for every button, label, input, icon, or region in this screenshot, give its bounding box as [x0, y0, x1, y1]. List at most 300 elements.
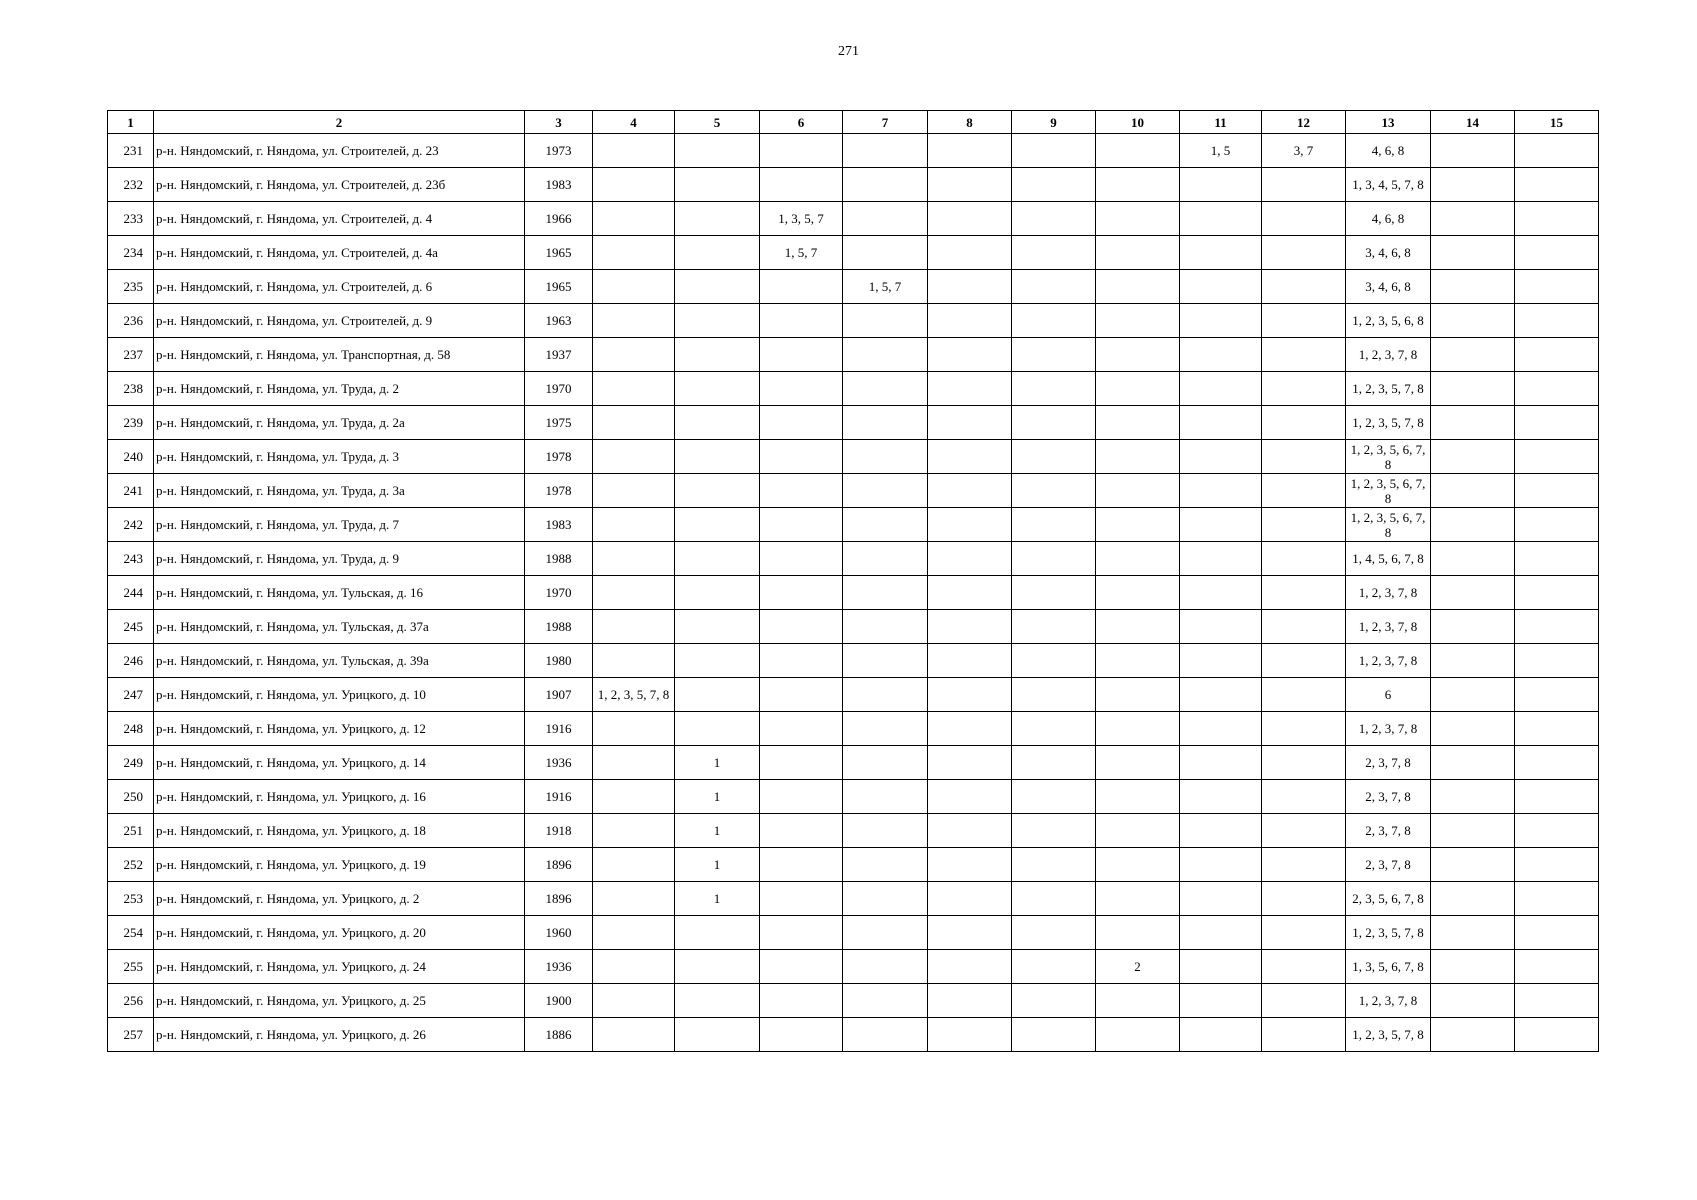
- column-14-cell: [1431, 712, 1515, 746]
- column-7-cell: [843, 338, 928, 372]
- column-15-cell: [1515, 644, 1599, 678]
- column-10-cell: 2: [1096, 950, 1180, 984]
- column-9-cell: [1012, 678, 1096, 712]
- year-cell: 1907: [525, 678, 593, 712]
- column-13-cell: 2, 3, 7, 8: [1346, 814, 1431, 848]
- year-cell: 1983: [525, 168, 593, 202]
- year-cell: 1886: [525, 1018, 593, 1052]
- address-cell: р-н. Няндомский, г. Няндома, ул. Урицкого, д. 24: [154, 950, 525, 984]
- year-cell: 1978: [525, 440, 593, 474]
- column-13-cell: 1, 2, 3, 5, 6, 7, 8: [1346, 474, 1431, 508]
- column-11-cell: [1180, 406, 1262, 440]
- year-cell: 1937: [525, 338, 593, 372]
- address-cell: р-н. Няндомский, г. Няндома, ул. Урицкого, д. 25: [154, 984, 525, 1018]
- column-14-cell: [1431, 678, 1515, 712]
- address-cell: р-н. Няндомский, г. Няндома, ул. Урицкого, д. 12: [154, 712, 525, 746]
- address-cell: р-н. Няндомский, г. Няндома, ул. Строителей, д. 6: [154, 270, 525, 304]
- column-7-cell: [843, 780, 928, 814]
- column-4-cell: [593, 916, 675, 950]
- column-12-cell: [1262, 780, 1346, 814]
- address-cell: р-н. Няндомский, г. Няндома, ул. Труда, д. 3а: [154, 474, 525, 508]
- column-9-cell: [1012, 304, 1096, 338]
- table-row: [108, 236, 1599, 270]
- column-9-cell: [1012, 780, 1096, 814]
- column-10-cell: [1096, 508, 1180, 542]
- address-cell: р-н. Няндомский, г. Няндома, ул. Урицкого, д. 19: [154, 848, 525, 882]
- column-5-cell: [675, 1018, 760, 1052]
- column-5-cell: 1: [675, 780, 760, 814]
- column-5-cell: [675, 678, 760, 712]
- column-header-13: 13: [1346, 111, 1431, 134]
- column-14-cell: [1431, 1018, 1515, 1052]
- column-6-cell: [760, 372, 843, 406]
- column-12-cell: [1262, 712, 1346, 746]
- column-7-cell: [843, 712, 928, 746]
- table-row: [108, 712, 1599, 746]
- address-cell: р-н. Няндомский, г. Няндома, ул. Урицкого, д. 16: [154, 780, 525, 814]
- column-13-cell: 6: [1346, 678, 1431, 712]
- column-15-cell: [1515, 440, 1599, 474]
- column-5-cell: [675, 984, 760, 1018]
- column-10-cell: [1096, 542, 1180, 576]
- column-14-cell: [1431, 916, 1515, 950]
- column-14-cell: [1431, 236, 1515, 270]
- column-9-cell: [1012, 1018, 1096, 1052]
- column-6-cell: [760, 814, 843, 848]
- year-cell: 1983: [525, 508, 593, 542]
- column-15-cell: [1515, 134, 1599, 168]
- column-15-cell: [1515, 304, 1599, 338]
- column-6-cell: [760, 406, 843, 440]
- column-10-cell: [1096, 440, 1180, 474]
- column-9-cell: [1012, 610, 1096, 644]
- column-14-cell: [1431, 610, 1515, 644]
- year-cell: 1896: [525, 882, 593, 916]
- column-4-cell: [593, 236, 675, 270]
- column-11-cell: [1180, 1018, 1262, 1052]
- column-15-cell: [1515, 542, 1599, 576]
- column-12-cell: [1262, 474, 1346, 508]
- column-5-cell: [675, 270, 760, 304]
- column-10-cell: [1096, 372, 1180, 406]
- column-header-7: 7: [843, 111, 928, 134]
- column-15-cell: [1515, 576, 1599, 610]
- column-10-cell: [1096, 1018, 1180, 1052]
- column-6-cell: [760, 950, 843, 984]
- row-number-cell: 237: [108, 338, 154, 372]
- column-6-cell: [760, 780, 843, 814]
- column-11-cell: [1180, 372, 1262, 406]
- column-6-cell: [760, 1018, 843, 1052]
- column-header-9: 9: [1012, 111, 1096, 134]
- address-cell: р-н. Няндомский, г. Няндома, ул. Урицкого, д. 10: [154, 678, 525, 712]
- year-cell: 1966: [525, 202, 593, 236]
- column-13-cell: 2, 3, 7, 8: [1346, 780, 1431, 814]
- column-11-cell: [1180, 440, 1262, 474]
- column-15-cell: [1515, 236, 1599, 270]
- column-7-cell: [843, 746, 928, 780]
- column-14-cell: [1431, 338, 1515, 372]
- address-cell: р-н. Няндомский, г. Няндома, ул. Урицкого, д. 2: [154, 882, 525, 916]
- column-11-cell: [1180, 576, 1262, 610]
- column-8-cell: [928, 780, 1012, 814]
- column-9-cell: [1012, 372, 1096, 406]
- column-4-cell: [593, 168, 675, 202]
- column-4-cell: [593, 814, 675, 848]
- column-4-cell: [593, 882, 675, 916]
- column-6-cell: [760, 134, 843, 168]
- table-row: [108, 440, 1599, 474]
- column-15-cell: [1515, 678, 1599, 712]
- column-8-cell: [928, 202, 1012, 236]
- table-row: [108, 202, 1599, 236]
- row-number-cell: 241: [108, 474, 154, 508]
- column-11-cell: [1180, 304, 1262, 338]
- register-table: [107, 110, 1599, 1052]
- column-10-cell: [1096, 338, 1180, 372]
- column-6-cell: 1, 5, 7: [760, 236, 843, 270]
- column-9-cell: [1012, 882, 1096, 916]
- address-cell: р-н. Няндомский, г. Няндома, ул. Урицкого, д. 26: [154, 1018, 525, 1052]
- column-15-cell: [1515, 848, 1599, 882]
- row-number-cell: 251: [108, 814, 154, 848]
- column-12-cell: [1262, 950, 1346, 984]
- column-6-cell: [760, 848, 843, 882]
- column-8-cell: [928, 746, 1012, 780]
- column-8-cell: [928, 508, 1012, 542]
- address-cell: р-н. Няндомский, г. Няндома, ул. Строителей, д. 4а: [154, 236, 525, 270]
- row-number-cell: 238: [108, 372, 154, 406]
- column-13-cell: 1, 2, 3, 7, 8: [1346, 338, 1431, 372]
- table-row: [108, 882, 1599, 916]
- column-12-cell: [1262, 406, 1346, 440]
- column-7-cell: [843, 1018, 928, 1052]
- row-number-cell: 232: [108, 168, 154, 202]
- column-8-cell: [928, 406, 1012, 440]
- column-header-5: 5: [675, 111, 760, 134]
- column-8-cell: [928, 984, 1012, 1018]
- column-7-cell: [843, 168, 928, 202]
- column-10-cell: [1096, 168, 1180, 202]
- column-8-cell: [928, 372, 1012, 406]
- column-15-cell: [1515, 814, 1599, 848]
- address-cell: р-н. Няндомский, г. Няндома, ул. Урицкого, д. 20: [154, 916, 525, 950]
- column-7-cell: [843, 576, 928, 610]
- column-13-cell: 1, 2, 3, 7, 8: [1346, 610, 1431, 644]
- table-row: [108, 746, 1599, 780]
- column-10-cell: [1096, 576, 1180, 610]
- column-13-cell: 1, 2, 3, 5, 7, 8: [1346, 916, 1431, 950]
- address-cell: р-н. Няндомский, г. Няндома, ул. Строителей, д. 4: [154, 202, 525, 236]
- column-7-cell: [843, 678, 928, 712]
- column-7-cell: [843, 610, 928, 644]
- column-7-cell: [843, 814, 928, 848]
- column-9-cell: [1012, 270, 1096, 304]
- column-4-cell: [593, 950, 675, 984]
- column-7-cell: [843, 440, 928, 474]
- column-5-cell: [675, 610, 760, 644]
- column-11-cell: [1180, 508, 1262, 542]
- column-12-cell: 3, 7: [1262, 134, 1346, 168]
- column-8-cell: [928, 542, 1012, 576]
- column-8-cell: [928, 814, 1012, 848]
- column-8-cell: [928, 304, 1012, 338]
- table-row: [108, 916, 1599, 950]
- column-14-cell: [1431, 950, 1515, 984]
- column-13-cell: 3, 4, 6, 8: [1346, 236, 1431, 270]
- column-13-cell: 1, 2, 3, 5, 7, 8: [1346, 372, 1431, 406]
- column-15-cell: [1515, 882, 1599, 916]
- column-10-cell: [1096, 916, 1180, 950]
- year-cell: 1973: [525, 134, 593, 168]
- column-4-cell: [593, 338, 675, 372]
- column-12-cell: [1262, 440, 1346, 474]
- address-cell: р-н. Няндомский, г. Няндома, ул. Строителей, д. 23б: [154, 168, 525, 202]
- column-13-cell: 2, 3, 7, 8: [1346, 848, 1431, 882]
- year-cell: 1975: [525, 406, 593, 440]
- column-7-cell: [843, 848, 928, 882]
- column-12-cell: [1262, 270, 1346, 304]
- column-11-cell: [1180, 678, 1262, 712]
- year-cell: 1965: [525, 236, 593, 270]
- column-11-cell: [1180, 848, 1262, 882]
- column-5-cell: [675, 644, 760, 678]
- column-8-cell: [928, 882, 1012, 916]
- table-row: [108, 168, 1599, 202]
- column-12-cell: [1262, 644, 1346, 678]
- row-number-cell: 242: [108, 508, 154, 542]
- column-5-cell: [675, 134, 760, 168]
- column-5-cell: [675, 202, 760, 236]
- column-12-cell: [1262, 372, 1346, 406]
- table-row: [108, 780, 1599, 814]
- column-11-cell: [1180, 950, 1262, 984]
- column-11-cell: [1180, 882, 1262, 916]
- column-8-cell: [928, 338, 1012, 372]
- column-10-cell: [1096, 882, 1180, 916]
- column-4-cell: [593, 134, 675, 168]
- column-8-cell: [928, 236, 1012, 270]
- row-number-cell: 255: [108, 950, 154, 984]
- year-cell: 1970: [525, 372, 593, 406]
- column-10-cell: [1096, 746, 1180, 780]
- column-5-cell: 1: [675, 746, 760, 780]
- column-9-cell: [1012, 474, 1096, 508]
- address-cell: р-н. Няндомский, г. Няндома, ул. Тульская, д. 16: [154, 576, 525, 610]
- column-15-cell: [1515, 1018, 1599, 1052]
- address-cell: р-н. Няндомский, г. Няндома, ул. Урицкого, д. 14: [154, 746, 525, 780]
- year-cell: 1936: [525, 950, 593, 984]
- column-4-cell: [593, 746, 675, 780]
- column-5-cell: [675, 950, 760, 984]
- column-10-cell: [1096, 678, 1180, 712]
- row-number-cell: 248: [108, 712, 154, 746]
- column-14-cell: [1431, 372, 1515, 406]
- column-12-cell: [1262, 610, 1346, 644]
- column-11-cell: [1180, 746, 1262, 780]
- column-13-cell: 1, 2, 3, 5, 6, 7, 8: [1346, 440, 1431, 474]
- column-14-cell: [1431, 542, 1515, 576]
- row-number-cell: 254: [108, 916, 154, 950]
- column-11-cell: [1180, 984, 1262, 1018]
- column-15-cell: [1515, 474, 1599, 508]
- column-7-cell: 1, 5, 7: [843, 270, 928, 304]
- column-4-cell: [593, 1018, 675, 1052]
- column-7-cell: [843, 236, 928, 270]
- column-7-cell: [843, 882, 928, 916]
- column-7-cell: [843, 984, 928, 1018]
- address-cell: р-н. Няндомский, г. Няндома, ул. Труда, д. 2а: [154, 406, 525, 440]
- column-4-cell: [593, 406, 675, 440]
- column-12-cell: [1262, 678, 1346, 712]
- column-8-cell: [928, 270, 1012, 304]
- table-row: [108, 542, 1599, 576]
- column-9-cell: [1012, 134, 1096, 168]
- column-6-cell: [760, 542, 843, 576]
- row-number-cell: 240: [108, 440, 154, 474]
- column-9-cell: [1012, 984, 1096, 1018]
- header-row: [108, 111, 1599, 134]
- column-15-cell: [1515, 916, 1599, 950]
- column-10-cell: [1096, 814, 1180, 848]
- column-14-cell: [1431, 304, 1515, 338]
- column-11-cell: [1180, 338, 1262, 372]
- column-13-cell: 1, 2, 3, 5, 7, 8: [1346, 406, 1431, 440]
- column-14-cell: [1431, 168, 1515, 202]
- row-number-cell: 236: [108, 304, 154, 338]
- year-cell: 1918: [525, 814, 593, 848]
- address-cell: р-н. Няндомский, г. Няндома, ул. Строителей, д. 9: [154, 304, 525, 338]
- column-7-cell: [843, 950, 928, 984]
- column-4-cell: [593, 304, 675, 338]
- column-8-cell: [928, 134, 1012, 168]
- column-15-cell: [1515, 202, 1599, 236]
- column-10-cell: [1096, 270, 1180, 304]
- column-14-cell: [1431, 508, 1515, 542]
- table-row: [108, 610, 1599, 644]
- column-14-cell: [1431, 984, 1515, 1018]
- column-5-cell: [675, 916, 760, 950]
- row-number-cell: 233: [108, 202, 154, 236]
- address-cell: р-н. Няндомский, г. Няндома, ул. Тульская, д. 39а: [154, 644, 525, 678]
- column-9-cell: [1012, 440, 1096, 474]
- row-number-cell: 245: [108, 610, 154, 644]
- column-11-cell: [1180, 474, 1262, 508]
- column-6-cell: [760, 576, 843, 610]
- column-12-cell: [1262, 1018, 1346, 1052]
- column-13-cell: 1, 4, 5, 6, 7, 8: [1346, 542, 1431, 576]
- column-13-cell: 1, 2, 3, 5, 6, 8: [1346, 304, 1431, 338]
- column-14-cell: [1431, 848, 1515, 882]
- year-cell: 1896: [525, 848, 593, 882]
- column-11-cell: [1180, 610, 1262, 644]
- column-5-cell: 1: [675, 814, 760, 848]
- table-row: [108, 848, 1599, 882]
- column-7-cell: [843, 916, 928, 950]
- column-4-cell: [593, 474, 675, 508]
- column-4-cell: [593, 644, 675, 678]
- column-6-cell: [760, 304, 843, 338]
- row-number-cell: 253: [108, 882, 154, 916]
- year-cell: 1916: [525, 780, 593, 814]
- column-6-cell: [760, 712, 843, 746]
- row-number-cell: 231: [108, 134, 154, 168]
- table-row: [108, 678, 1599, 712]
- column-15-cell: [1515, 610, 1599, 644]
- column-9-cell: [1012, 542, 1096, 576]
- column-5-cell: [675, 168, 760, 202]
- address-cell: р-н. Няндомский, г. Няндома, ул. Транспортная, д. 58: [154, 338, 525, 372]
- column-4-cell: [593, 848, 675, 882]
- column-9-cell: [1012, 814, 1096, 848]
- column-11-cell: [1180, 202, 1262, 236]
- column-7-cell: [843, 542, 928, 576]
- column-10-cell: [1096, 780, 1180, 814]
- column-4-cell: [593, 576, 675, 610]
- column-7-cell: [843, 202, 928, 236]
- table-row: [108, 950, 1599, 984]
- column-header-12: 12: [1262, 111, 1346, 134]
- column-5-cell: [675, 508, 760, 542]
- column-7-cell: [843, 508, 928, 542]
- column-10-cell: [1096, 304, 1180, 338]
- address-cell: р-н. Няндомский, г. Няндома, ул. Труда, д. 7: [154, 508, 525, 542]
- column-8-cell: [928, 950, 1012, 984]
- column-10-cell: [1096, 644, 1180, 678]
- column-header-14: 14: [1431, 111, 1515, 134]
- column-12-cell: [1262, 882, 1346, 916]
- column-12-cell: [1262, 508, 1346, 542]
- column-10-cell: [1096, 134, 1180, 168]
- column-11-cell: [1180, 780, 1262, 814]
- year-cell: 1978: [525, 474, 593, 508]
- column-14-cell: [1431, 780, 1515, 814]
- column-15-cell: [1515, 168, 1599, 202]
- column-4-cell: [593, 712, 675, 746]
- row-number-cell: 239: [108, 406, 154, 440]
- year-cell: 1980: [525, 644, 593, 678]
- column-6-cell: [760, 474, 843, 508]
- column-8-cell: [928, 576, 1012, 610]
- column-8-cell: [928, 848, 1012, 882]
- table-row: [108, 406, 1599, 440]
- column-13-cell: 1, 2, 3, 7, 8: [1346, 644, 1431, 678]
- column-12-cell: [1262, 338, 1346, 372]
- address-cell: р-н. Няндомский, г. Няндома, ул. Труда, д. 9: [154, 542, 525, 576]
- column-8-cell: [928, 474, 1012, 508]
- column-15-cell: [1515, 712, 1599, 746]
- column-6-cell: [760, 916, 843, 950]
- table-row: [108, 984, 1599, 1018]
- year-cell: 1916: [525, 712, 593, 746]
- year-cell: 1965: [525, 270, 593, 304]
- address-cell: р-н. Няндомский, г. Няндома, ул. Урицкого, д. 18: [154, 814, 525, 848]
- year-cell: 1900: [525, 984, 593, 1018]
- column-5-cell: [675, 338, 760, 372]
- column-15-cell: [1515, 338, 1599, 372]
- column-6-cell: 1, 3, 5, 7: [760, 202, 843, 236]
- column-15-cell: [1515, 780, 1599, 814]
- column-9-cell: [1012, 950, 1096, 984]
- year-cell: 1970: [525, 576, 593, 610]
- column-15-cell: [1515, 270, 1599, 304]
- column-header-2: 2: [154, 111, 525, 134]
- column-5-cell: [675, 406, 760, 440]
- column-header-3: 3: [525, 111, 593, 134]
- column-8-cell: [928, 678, 1012, 712]
- column-12-cell: [1262, 916, 1346, 950]
- column-9-cell: [1012, 746, 1096, 780]
